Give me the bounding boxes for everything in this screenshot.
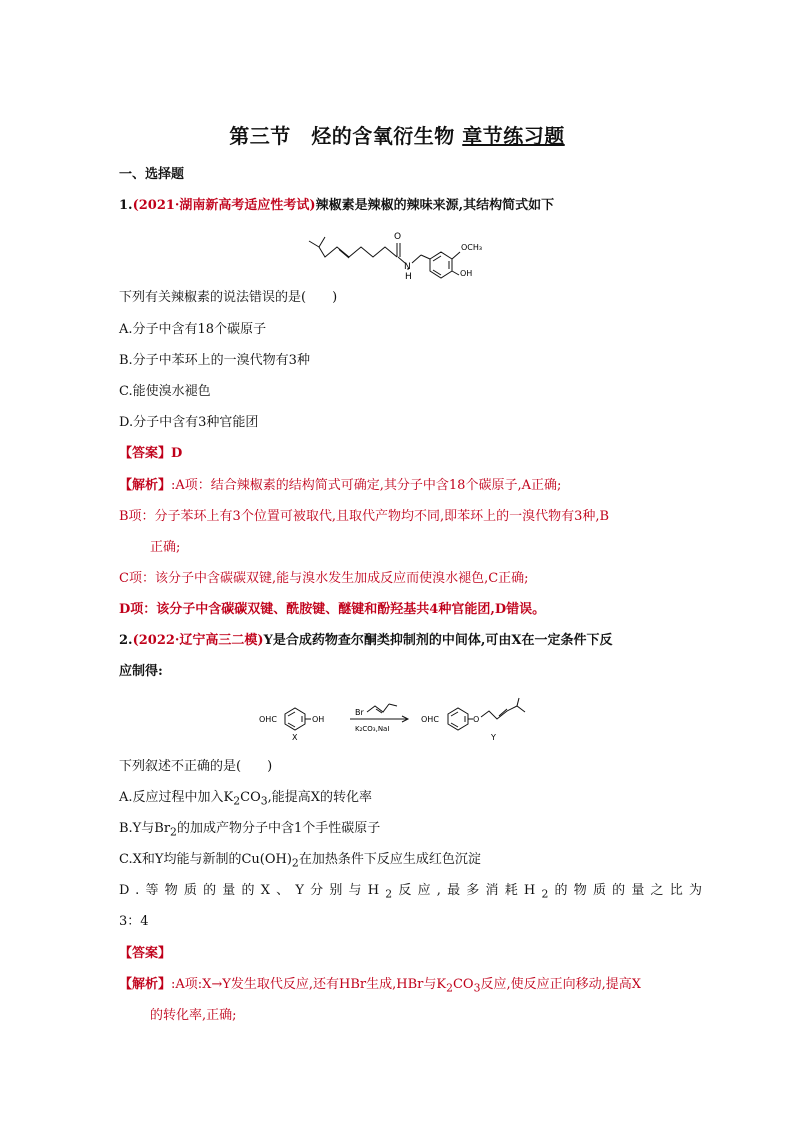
q1-option-a: A.分子中含有18个碳原子 xyxy=(119,322,267,337)
page-title xyxy=(0,120,794,149)
q2-option-b: B.Y与$Br_2$的加成产物分子中含1个手性碳原子 xyxy=(119,821,381,839)
q2-option-a: A.反应过程中加入$K_2CO_3$,能提高X的转化率 xyxy=(119,790,373,808)
title-main: 第三节 烃的含氧衍生物 xyxy=(229,124,455,148)
br-label: Br xyxy=(355,708,364,717)
q2-source: (2022·辽宁高三二模) xyxy=(132,633,264,648)
reaction-scheme xyxy=(255,692,555,742)
q1-answer xyxy=(119,445,182,463)
struct-n-label: N xyxy=(404,262,411,272)
q2-option-c: C.X和Y均能与新制的$Cu(OH)_2$在加热条件下反应生成红色沉淀 xyxy=(119,852,481,870)
q1-option-b: B.分子中苯环上的一溴代物有3种 xyxy=(119,353,310,368)
q2-analysis-2: 的转化率,正确; xyxy=(150,1008,237,1023)
struct-och3-label: OCH₃ xyxy=(461,243,483,252)
q2-number: 2. xyxy=(119,633,133,648)
title-sub: 章节练习题 xyxy=(462,124,565,148)
section-heading: 一、选择题 xyxy=(119,167,185,182)
q2-option-d: D.等物质的量的X、Y分别与$H_2$反应,最多消耗$H_2$的物质的量之比为 xyxy=(119,883,709,901)
q1-analysis-label: 【解析】 xyxy=(119,478,172,493)
struct-h-label: H xyxy=(405,272,412,280)
q2-option-d-cont: 3：4 xyxy=(119,914,149,929)
q1-option-d: D.分子中含有3种官能团 xyxy=(119,415,259,430)
q1-analysis-3: 正确; xyxy=(150,540,181,555)
y-o-label: O xyxy=(473,715,480,724)
x-ohc-label: OHC xyxy=(259,715,277,724)
q2-stem-text: Y是合成药物查尔酮类抑制剂的中间体,可由X在一定条件下反 xyxy=(263,633,613,648)
x-label: X xyxy=(292,733,298,742)
y-ohc-label: OHC xyxy=(421,715,439,724)
q1-stem-text: 辣椒素是辣椒的辣味来源,其结构简式如下 xyxy=(315,198,555,213)
q2-answer: 【答案】 xyxy=(119,946,172,961)
struct-oh-label: OH xyxy=(460,269,473,278)
q1-question: 下列有关辣椒素的说法错误的是( ) xyxy=(119,290,338,305)
q2-question: 下列叙述不正确的是( ) xyxy=(119,759,273,774)
q1-analysis-5: D项：该分子中含碳碳双键、酰胺键、醚键和酚羟基共4种官能团,D错误。 xyxy=(119,602,546,617)
x-oh-label: OH xyxy=(312,715,325,724)
y-label: Y xyxy=(491,733,496,742)
q1-answer-label: 【答案】 xyxy=(119,446,172,461)
q1-option-c: C.能使溴水褪色 xyxy=(119,384,211,399)
q2-stem xyxy=(119,632,613,650)
q1-stem xyxy=(119,197,554,215)
q1-analysis-2: B项：分子苯环上有3个位置可被取代,且取代产物均不同,即苯环上的一溴代物有3种,B xyxy=(119,509,610,524)
q2-analysis-1: 【解析】:A项:X→Y发生取代反应,还有HBr生成,HBr与$K_2CO_3$反应,使反应正向移动,提高X xyxy=(119,977,642,995)
q1-analysis-1: 【解析】:A项：结合辣椒素的结构简式可确定,其分子中含18个碳原子,A正确; xyxy=(119,478,562,493)
q1-answer-value: D xyxy=(171,446,183,461)
capsaicin-structure xyxy=(305,225,495,280)
reagents-label: K₂CO₃,NaI xyxy=(355,725,390,733)
q2-analysis-label: 【解析】 xyxy=(119,977,172,992)
q2-stem-cont: 应制得: xyxy=(119,664,163,679)
struct-o-label: O xyxy=(394,232,402,242)
q1-number: 1. xyxy=(119,198,133,213)
q1-source: (2021·湖南新高考适应性考试) xyxy=(132,198,316,213)
q1-analysis-4: C项：该分子中含碳碳双键,能与溴水发生加成反应而使溴水褪色,C正确; xyxy=(119,571,529,586)
